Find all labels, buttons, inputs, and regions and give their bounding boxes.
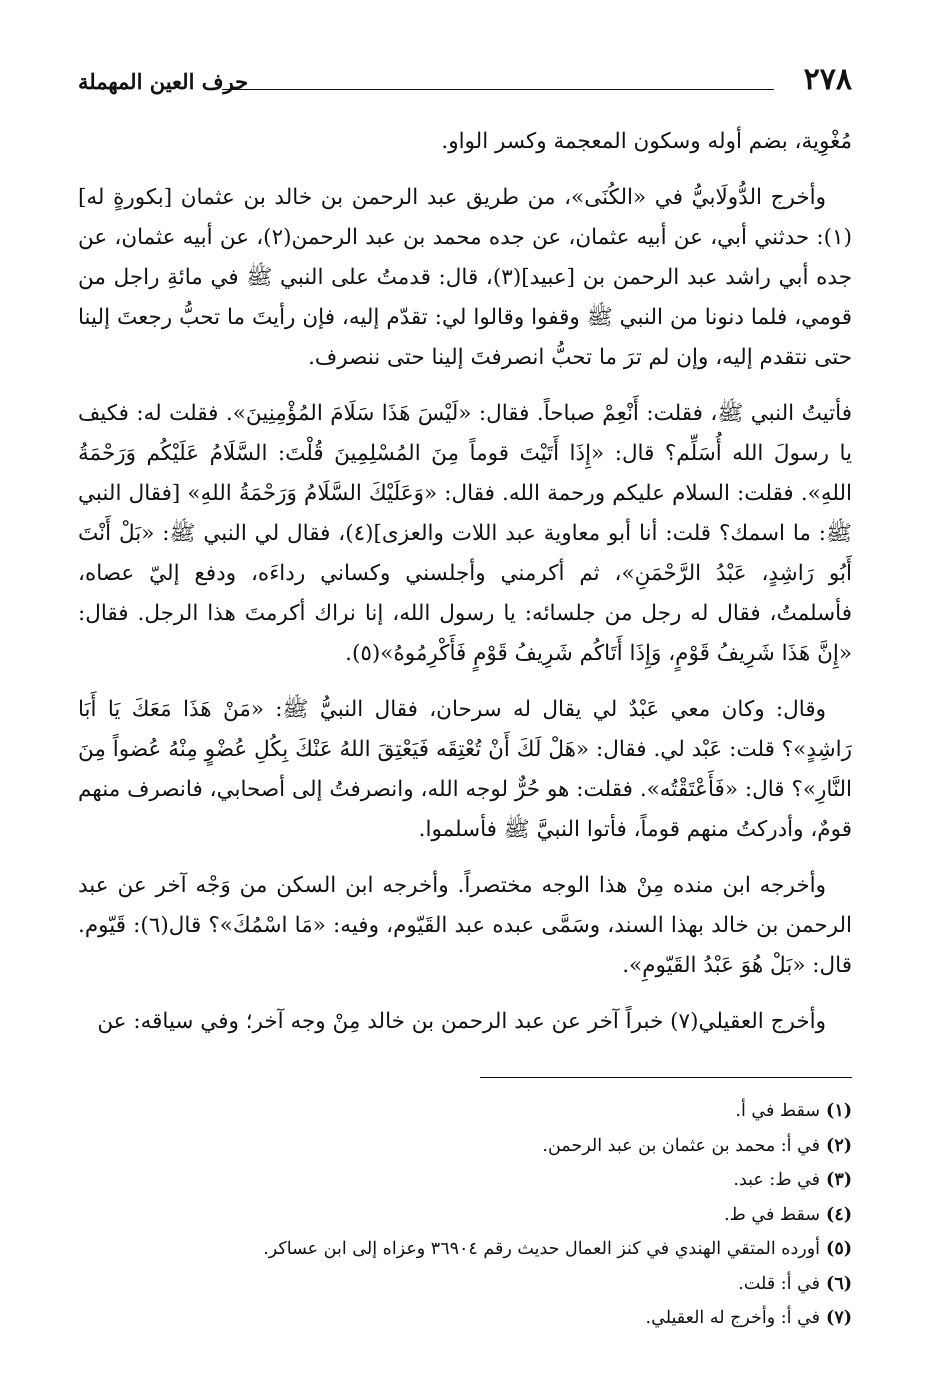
footnote-text: في أ: وأخرج له العقيلي. (645, 1308, 821, 1328)
footnote-number: (٢) (826, 1135, 852, 1156)
footnotes (152, 1094, 852, 1336)
page-number: ٢٧٨ (803, 62, 852, 97)
footnote (152, 1163, 852, 1198)
footnote (152, 1267, 852, 1302)
footnote (152, 1232, 852, 1267)
chapter-title: حرف العين المهملة (78, 69, 249, 94)
footnote-text: أورده المتقي الهندي في كنز العمال حديث رقم ٣٦٩٠٤ وعزاه إلى ابن عساكر. (263, 1239, 821, 1259)
footnote-text: في أ: محمد بن عثمان بن عبد الرحمن. (542, 1135, 821, 1156)
footnote (152, 1094, 852, 1129)
page-header (78, 62, 852, 102)
paragraph: وأخرجه ابن منده مِنْ هذا الوجه مختصراً. وأخرجه ابن السكن من وَجْه آخر عن عبد الرحمن بن خالد بهذا السند، وسَمَّى عبده عبد القَيّوم، وفيه: «مَا اسْمُكَ»؟ قال(٦): قَيّوم. قال: «بَلْ هُوَ عَبْدُ القَيّومِ». (78, 873, 853, 978)
footnote-text: سقط في ط. (724, 1204, 821, 1225)
footnote-text: في ط: عبد. (733, 1170, 821, 1190)
footnote-number: (٦) (826, 1273, 852, 1294)
footnote-separator (480, 1077, 852, 1078)
paragraph: وأخرج العقيلي(٧) خبراً آخر عن عبد الرحمن بن خالد مِنْ وجه آخر؛ وفي سياقه: عن (97, 1009, 826, 1034)
footnote (152, 1129, 852, 1164)
footnote-number: (١) (826, 1101, 852, 1121)
footnote-text: سقط في أ. (735, 1101, 821, 1121)
main-text (78, 122, 852, 1058)
footnote (152, 1198, 852, 1233)
paragraph: مُغْوِية، بضم أوله وسكون المعجمة وكسر الواو. (441, 129, 852, 154)
footnote-number: (٤) (826, 1204, 852, 1225)
footnote-number: (٧) (826, 1308, 852, 1328)
footnote-text: في أ: قلت. (738, 1273, 821, 1294)
header-rule (222, 89, 774, 90)
footnote (152, 1301, 852, 1336)
footnote-number: (٣) (826, 1170, 852, 1190)
paragraph: فأتيتُ النبي ﷺ، فقلت: أَنْعِمْ صباحاً. فقال: «لَيْسَ هَذَا سَلَامَ المُؤْمِنِينَ». فقلت له: فكيف يا رسولَ الله أُسَلِّم؟ قال: «إِذَا أَتَيْتَ قوماً مِنَ المُسْلِمِينَ قُلْتَ: السَّلَامُ عَلَيْكُم وَرَحْمَةُ اللهِ». فقلت: السلام عليكم ورحمة الله. فقال: «وَعَلَيْكَ السَّلَامُ وَرَحْمَةُ اللهِ» [فقال النبي ﷺ: ما اسمك؟ قلت: أنا أبو معاوية عبد اللات والعزى](٤)، فقال لي النبي ﷺ: «بَلْ أَنْتَ أَبُو رَاشِدٍ، عَبْدُ الرَّحْمَنِ»، ثم أكرمني وأجلسني وكساني رداءَه، ودفع إليّ عصاه، فأسلمتُ، فقال له رجل من جلسائه: يا رسول الله، إنا نراك أكرمتَ هذا الرجل. فقال: «إِنَّ هَذَا شَرِيفُ قَوْمٍ، وَإِذَا أَتَاكُم شَرِيفُ قَوْمٍ فَأَكْرِمُوهُ»(٥). (78, 401, 852, 666)
footnote-number: (٥) (826, 1239, 852, 1259)
paragraph: وأخرج الدُّولَابيُّ في «الكُنَى»، من طريق عبد الرحمن بن خالد بن عثمان [بكورةٍ له](١): حدثني أبي، عن أبيه عثمان، عن جده محمد بن عبد الرحمن(٢)، عن أبيه عثمان، عن جده أبي راشد عبد الرحمن بن [عبيد](٣)، قال: قدمتُ على النبي ﷺ في مائةِ راجل من قومي، فلما دنونا من النبي ﷺ وقفوا وقالوا لي: تقدّم إليه، فإن رأيتَ ما تحبُّ رجعتَ إلينا حتى نتقدم إليه، وإن لم ترَ ما تحبُّ انصرفتَ إلينا حتى ننصرف. (78, 185, 852, 370)
paragraph: وقال: وكان معي عَبْدٌ لي يقال له سرحان، فقال النبيُّ ﷺ: «مَنْ هَذَا مَعَكَ يَا أَبَا رَاشِدٍ»؟ قلت: عَبْد لي. فقال: «هَلْ لَكَ أَنْ تُعْتِقَه فَيَعْتِقَ اللهُ عَنْكَ بِكُلِ عُضْوٍ مِنْهُ عُضواً مِنَ النَّارِ»؟ قال: «فَأَعْتَقْتُه». فقلت: هو حُرٌّ لوجه الله، وانصرفتُ إلى أصحابي، فانصرف منهم قومٌ، وأدركتُ منهم قوماً، فأتوا النبيَّ ﷺ فأسلموا. (78, 697, 852, 842)
